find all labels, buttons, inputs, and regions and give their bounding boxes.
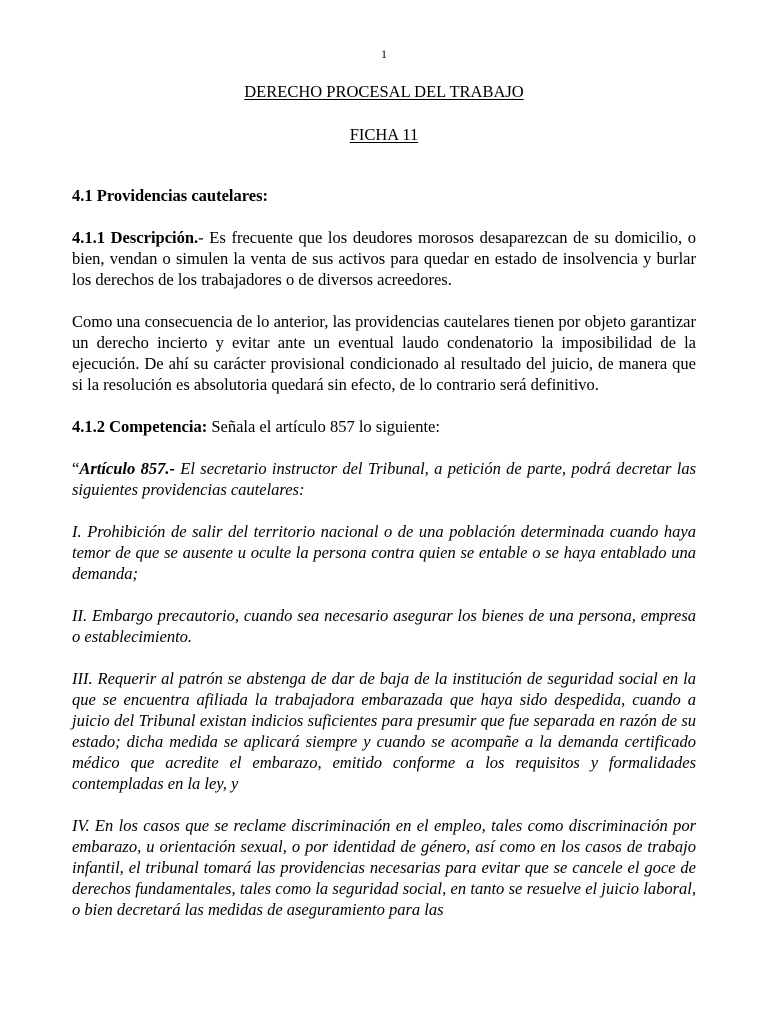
article-item-3-text: III. Requerir al patrón se abstenga de dar de baja de la institución de seguridad social en la que se encuentra afiliada la trabajadora embarazada que haya sido despedida, cuando a juicio del Tribunal existan indicios suficientes para presumir que fue separada en razón de su estado; dicha medida se aplicará siempre y cuando se acompañe a la demanda certificado médico que acredite el embarazo, emitido conforme a los requisitos y formalidades contempladas en la ley, y: [72, 669, 696, 793]
article-item-1: [72, 521, 696, 584]
competence-text: Señala el artículo 857 lo siguiente:: [207, 417, 440, 436]
description-paragraph-2: Como una consecuencia de lo anterior, las providencias cautelares tienen por objeto garantizar un derecho incierto y evitar ante un eventual laudo condenatorio la imposibilidad de la ejecución. De ahí su carácter provisional condicionado al resultado del juicio, de manera que si la resolución es absolutoria quedará sin efecto, de lo contrario será definitivo.: [72, 312, 696, 394]
description-text: - Es frecuente que los deudores morosos desaparezcan de su domicilio, o bien, vendan o simulen la venta de sus activos para quedar en estado de insolvencia y burlar los derechos de los trabajadores o de diversos acreedores.: [72, 228, 696, 289]
article-item-4: [72, 815, 696, 920]
page-number: 1: [381, 47, 387, 61]
article-open-quote: “: [72, 459, 80, 478]
document-subtitle: FICHA 11: [349, 125, 419, 144]
section-heading-4-1: 4.1 Providencias cautelares:: [72, 186, 268, 205]
article-item-4-text: IV. En los casos que se reclame discriminación en el empleo, tales como discriminación por embarazo, u orientación sexual, o por identidad de género, así como en los casos de trabajo infantil, el tribunal tomará las providencias necesarias para evitar que se cancele el goce de derechos fundamentales, tales como la seguridad social, en tanto se resuelve el juicio laboral, o bien decretará las medidas de aseguramiento para las: [72, 816, 696, 919]
article-item-3: [72, 668, 696, 794]
document-body: [72, 185, 696, 920]
article-item-1-text: I. Prohibición de salir del territorio nacional o de una población determinada cuando haya temor de que se ausente u oculte la persona contra quien se entable o se haya entablado una demanda;: [72, 522, 696, 583]
competence-paragraph: [72, 416, 696, 437]
competence-label: 4.1.2 Competencia:: [72, 417, 208, 436]
article-item-2-text: II. Embargo precautorio, cuando sea necesario asegurar los bienes de una persona, empresa o establecimiento.: [72, 606, 696, 646]
article-intro-paragraph: [72, 458, 696, 500]
article-item-2: [72, 605, 696, 647]
article-label: Artículo 857.-: [79, 459, 175, 478]
document-title: DERECHO PROCESAL DEL TRABAJO: [244, 82, 524, 101]
description-paragraph: [72, 227, 696, 290]
article-intro-text: El secretario instructor del Tribunal, a petición de parte, podrá decretar las siguientes providencias cautelares:: [72, 459, 696, 499]
description-label: 4.1.1 Descripción.: [72, 228, 199, 247]
